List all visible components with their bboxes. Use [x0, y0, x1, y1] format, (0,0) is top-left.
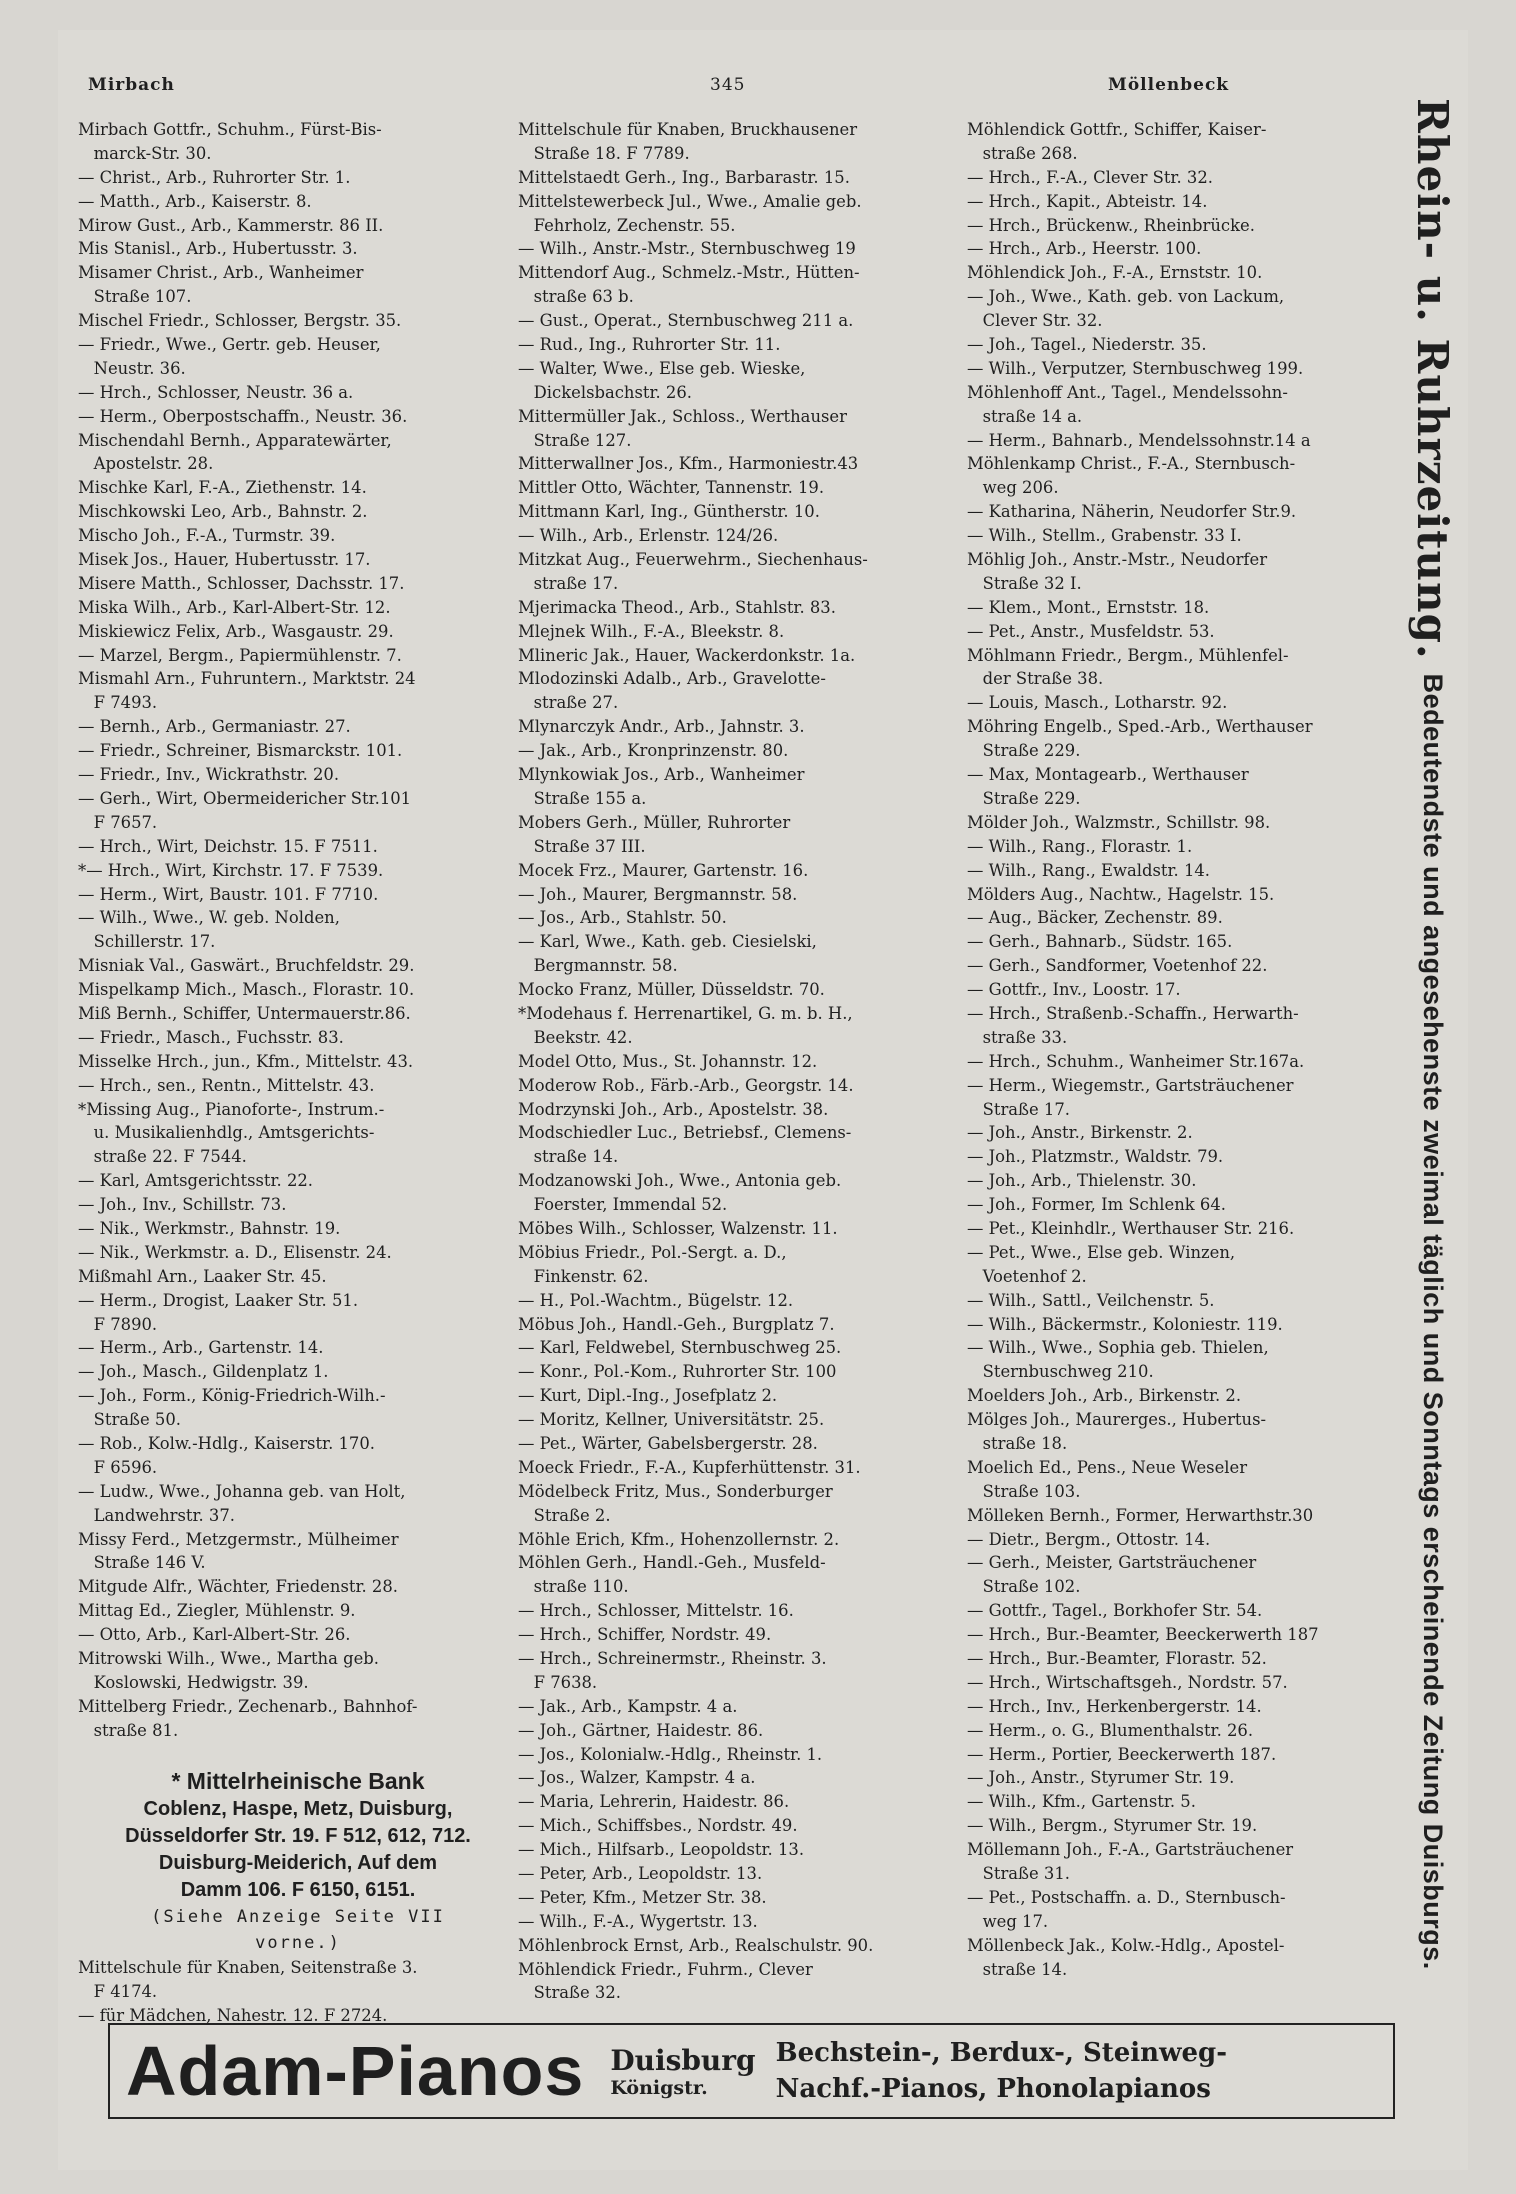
directory-entry-line: — Gust., Operat., Sternbuschweg 211 a. [518, 311, 854, 331]
piano-advert-title: Adam-Pianos [126, 2032, 585, 2110]
directory-entry-line: Mischendahl Bernh., Apparatewärter, [78, 430, 392, 450]
directory-entry-line: Möhlenhoff Ant., Tagel., Mendelssohn- [967, 382, 1288, 402]
directory-entry-line: — Herm., Drogist, Laaker Str. 51. [78, 1290, 359, 1310]
directory-entry-line: Misselke Hrch., jun., Kfm., Mittelstr. 43. [78, 1051, 414, 1071]
directory-entry-line: straße 17. [518, 573, 619, 593]
directory-entry-line: Mjerimacka Theod., Arb., Stahlstr. 83. [518, 597, 836, 617]
directory-entry-line: F 7890. [78, 1314, 158, 1334]
directory-entry-line: straße 14. [967, 1959, 1068, 1979]
directory-entry-line: Straße 155 a. [518, 788, 647, 808]
directory-entry-line: — Konr., Pol.-Kom., Ruhrorter Str. 100 [518, 1362, 837, 1382]
directory-entry-line: — Joh., Maurer, Bergmannstr. 58. [518, 884, 798, 904]
directory-entry-line: Modschiedler Luc., Betriebsf., Clemens- [518, 1123, 852, 1143]
directory-entry-line: — Joh., Wwe., Kath. geb. von Lackum, [967, 287, 1285, 307]
directory-entry-line: — Mich., Schiffsbes., Nordstr. 49. [518, 1816, 798, 1836]
directory-entry-line: Mittelschule für Knaben, Seitenstraße 3. [78, 1958, 418, 1978]
directory-entry-line: — Gerh., Sandformer, Voetenhof 22. [967, 956, 1268, 976]
directory-entry-line: straße 63 b. [518, 287, 634, 307]
directory-entry-line: — Pet., Kleinhdlr., Werthauser Str. 216. [967, 1218, 1295, 1238]
directory-entry-line: — Wilh., Arb., Erlenstr. 124/26. [518, 526, 779, 546]
directory-entry-line: Straße 107. [78, 287, 192, 307]
piano-advert-brands-2: Nachf.-Pianos, Phonolapianos [775, 2074, 1211, 2104]
directory-entry-line: *Modehaus f. Herrenartikel, G. m. b. H., [518, 1003, 853, 1023]
directory-entry-line: Mismahl Arn., Fuhruntern., Marktstr. 24 [78, 669, 416, 689]
directory-entry-line: — Wilh., Anstr.-Mstr., Sternbuschweg 19 [518, 239, 856, 259]
column-2 [518, 118, 963, 2005]
directory-entry-line: Bergmannstr. 58. [518, 956, 678, 976]
spacer [78, 1743, 518, 1767]
directory-entry-line: Moelders Joh., Arb., Birkenstr. 2. [967, 1386, 1242, 1406]
directory-entry-line: F 7657. [78, 812, 158, 832]
bank-advert-note: vorne.) [255, 1933, 341, 1954]
directory-entry-line: — Hrch., Bur.-Beamter, Florastr. 52. [967, 1649, 1267, 1668]
directory-entry-line: — Hrch., Schuhm., Wanheimer Str.167a. [967, 1051, 1305, 1071]
directory-entry-line: — Louis, Masch., Lotharstr. 92. [967, 693, 1228, 713]
directory-entry-line: Dickelsbachstr. 26. [518, 382, 692, 402]
side-advert-title: Rhein- u. Ruhrzeitung. [1408, 98, 1458, 660]
directory-entry-line: Mölleken Bernh., Former, Herwarthstr.30 [967, 1505, 1314, 1525]
directory-entry-line: — Marzel, Bergm., Papiermühlenstr. 7. [78, 645, 402, 665]
directory-entry-line: Mitterwallner Jos., Kfm., Harmoniestr.43 [518, 454, 859, 474]
directory-entry-line: Straße 31. [967, 1864, 1070, 1884]
directory-entry-line: Möllenbeck Jak., Kolw.-Hdlg., Apostel- [967, 1935, 1285, 1955]
directory-entry-line: F 4174. [78, 1982, 158, 2002]
directory-entry-line: Miska Wilh., Arb., Karl-Albert-Str. 12. [78, 597, 391, 617]
directory-entry-line: Möhlmann Friedr., Bergm., Mühlenfel- [967, 645, 1289, 665]
side-advert-band [1405, 98, 1461, 2088]
directory-entry-line: Mispelkamp Mich., Masch., Florastr. 10. [78, 980, 415, 1000]
directory-entry-line: Mittag Ed., Ziegler, Mühlenstr. 9. [78, 1601, 356, 1621]
directory-entry-line: Mirbach Gottfr., Schuhm., Fürst-Bis- [78, 120, 382, 139]
directory-entry-line: — Hrch., Brückenw., Rheinbrücke. [967, 215, 1255, 235]
directory-entry-line: Möbius Friedr., Pol.-Sergt. a. D., [518, 1242, 787, 1262]
directory-entry-line: — Nik., Werkmstr., Bahnstr. 19. [78, 1218, 341, 1238]
directory-entry-line: Möhlendick Gottfr., Schiffer, Kaiser- [967, 120, 1267, 139]
directory-entry-line: Möhlendick Friedr., Fuhrm., Clever [518, 1959, 813, 1979]
directory-entry-line: Straße 127. [518, 430, 632, 450]
directory-entry-line: — Pet., Anstr., Musfeldstr. 53. [967, 621, 1215, 641]
directory-entry-line: Mischel Friedr., Schlosser, Bergstr. 35. [78, 311, 402, 331]
directory-entry-line: weg 206. [967, 478, 1059, 498]
directory-entry-line: — Aug., Bäcker, Zechenstr. 89. [967, 908, 1223, 928]
side-advert-slogan: Bedeutendste und angesehenste zweimal täglich und Sonntags erscheinende Zeitung Duisburgs. [1418, 673, 1449, 1970]
directory-entry-line: — Peter, Kfm., Metzer Str. 38. [518, 1887, 767, 1907]
directory-entry-line: Mödelbeck Fritz, Mus., Sonderburger [518, 1481, 833, 1501]
directory-entry-line: — Gottfr., Inv., Loostr. 17. [967, 980, 1181, 1000]
directory-entry-line: — Klem., Mont., Ernststr. 18. [967, 597, 1210, 617]
directory-entry-line: — Joh., Tagel., Niederstr. 35. [967, 335, 1207, 355]
directory-entry-line: — Ludw., Wwe., Johanna geb. van Holt, [78, 1481, 406, 1501]
directory-entry-line: Mittelberg Friedr., Zechenarb., Bahnhof- [78, 1696, 418, 1716]
directory-entry-line: Möhring Engelb., Sped.-Arb., Werthauser [967, 717, 1313, 737]
directory-entry-line: Mittler Otto, Wächter, Tannenstr. 19. [518, 478, 825, 498]
directory-entry-line: straße 110. [518, 1577, 629, 1597]
directory-entry-line: — Joh., Inv., Schillstr. 73. [78, 1195, 287, 1215]
directory-entry-line: Mittelstaedt Gerh., Ing., Barbarastr. 15. [518, 167, 850, 187]
directory-entry-line: — Hrch., Kapit., Abteistr. 14. [967, 191, 1208, 211]
directory-entry-line: Miskiewicz Felix, Arb., Wasgaustr. 29. [78, 621, 394, 641]
directory-entry-line: Moderow Rob., Färb.-Arb., Georgstr. 14. [518, 1075, 854, 1095]
directory-entry-line: — für Mädchen, Nahestr. 12. F 2724. [78, 2006, 388, 2026]
directory-entry-line: — Herm., Wiegemstr., Gartsträuchener [967, 1075, 1294, 1095]
directory-entry-line: Mlejnek Wilh., F.-A., Bleekstr. 8. [518, 621, 785, 641]
directory-entry-line: — Pet., Wwe., Else geb. Winzen, [967, 1242, 1236, 1262]
directory-entry-line: — Herm., Arb., Gartenstr. 14. [78, 1338, 324, 1358]
directory-entry-line: Mocek Frz., Maurer, Gartenstr. 16. [518, 860, 809, 880]
directory-entry-line: — Walter, Wwe., Else geb. Wieske, [518, 358, 806, 378]
directory-entry-line: Mittermüller Jak., Schloss., Werthauser [518, 406, 847, 426]
directory-entry-line: — Katharina, Näherin, Neudorfer Str.9. [967, 502, 1297, 522]
directory-entry-line: Moelich Ed., Pens., Neue Weseler [967, 1457, 1248, 1477]
directory-entry-line: — Hrch., sen., Rentn., Mittelstr. 43. [78, 1075, 375, 1095]
directory-entry-line: Mitzkat Aug., Feuerwehrm., Siechenhaus- [518, 550, 868, 570]
directory-entry-line: Mlynkowiak Jos., Arb., Wanheimer [518, 765, 805, 785]
directory-entry-line: Mischke Karl, F.-A., Ziethenstr. 14. [78, 478, 367, 498]
directory-entry-line: Straße 146 V. [78, 1553, 206, 1573]
directory-entry-line: — Maria, Lehrerin, Haidestr. 86. [518, 1792, 790, 1812]
directory-entry-line: Mis Stanisl., Arb., Hubertusstr. 3. [78, 239, 358, 259]
directory-entry-line: — Joh., Masch., Gildenplatz 1. [78, 1362, 329, 1382]
directory-entry-line: Missy Ferd., Metzgermstr., Mülheimer [78, 1529, 399, 1549]
directory-entry-line: — Gerh., Meister, Gartsträuchener [967, 1553, 1257, 1573]
directory-entry-line: — Herm., Wirt, Baustr. 101. F 7710. [78, 884, 379, 904]
header-right: Möllenbeck [1108, 75, 1230, 95]
directory-entry-line: Misamer Christ., Arb., Wanheimer [78, 263, 364, 283]
directory-entry-line: Mölges Joh., Maurerges., Hubertus- [967, 1410, 1267, 1430]
directory-entry-line: Mitrowski Wilh., Wwe., Martha geb. [78, 1649, 379, 1668]
directory-entry-line: — Herm., o. G., Blumenthalstr. 26. [967, 1720, 1254, 1740]
directory-entry-line: Mlodozinski Adalb., Arb., Gravelotte- [518, 669, 826, 689]
directory-entry-line: — Hrch., Arb., Heerstr. 100. [967, 239, 1202, 259]
directory-entry-line: Mölders Aug., Nachtw., Hagelstr. 15. [967, 884, 1275, 904]
directory-entry-line: — Jos., Kolonialw.-Hdlg., Rheinstr. 1. [518, 1744, 823, 1764]
directory-entry-line: — Hrch., Straßenb.-Schaffn., Herwarth- [967, 1003, 1299, 1023]
directory-entry-line: — Hrch., Schlosser, Mittelstr. 16. [518, 1601, 794, 1621]
directory-entry-line: — Wilh., Verputzer, Sternbuschweg 199. [967, 358, 1304, 378]
directory-entry-line: Mittmann Karl, Ing., Güntherstr. 10. [518, 502, 820, 522]
directory-entry-line: Straße 17. [967, 1099, 1070, 1119]
directory-entry-line: Beekstr. 42. [518, 1027, 633, 1047]
directory-entry-line: Straße 103. [967, 1481, 1081, 1501]
directory-entry-line: — Joh., Gärtner, Haidestr. 86. [518, 1720, 764, 1740]
directory-entry-line: Koslowski, Hedwigstr. 39. [78, 1672, 309, 1692]
header-left: Mirbach [88, 75, 175, 95]
directory-entry-line: — Karl, Amtsgerichtsstr. 22. [78, 1171, 314, 1191]
directory-entry-line: — Dietr., Bergm., Ottostr. 14. [967, 1529, 1211, 1549]
directory-entry-line: — Hrch., Inv., Herkenbergerstr. 14. [967, 1696, 1262, 1716]
directory-entry-line: Möhlendick Joh., F.-A., Ernststr. 10. [967, 263, 1263, 283]
directory-entry-line: Mißmahl Arn., Laaker Str. 45. [78, 1266, 327, 1286]
directory-entry-line: — Joh., Platzmstr., Waldstr. 79. [967, 1147, 1224, 1167]
directory-entry-line: — Hrch., Schreinermstr., Rheinstr. 3. [518, 1649, 827, 1668]
directory-entry-line: Finkenstr. 62. [518, 1266, 649, 1286]
directory-entry-line: — Mich., Hilfsarb., Leopoldstr. 13. [518, 1840, 805, 1860]
directory-entry-line: — Hrch., Wirt, Deichstr. 15. F 7511. [78, 836, 378, 856]
directory-entry-line: Neustr. 36. [78, 358, 186, 378]
directory-entry-line: — Gerh., Bahnarb., Südstr. 165. [967, 932, 1233, 952]
directory-entry-line: — Hrch., Bur.-Beamter, Beeckerwerth 187 [967, 1625, 1319, 1645]
directory-entry-line: Straße 102. [967, 1577, 1081, 1597]
directory-entry-line: — Wilh., F.-A., Wygertstr. 13. [518, 1911, 758, 1931]
directory-entry-line: — H., Pol.-Wachtm., Bügelstr. 12. [518, 1290, 794, 1310]
directory-entry-line: *— Hrch., Wirt, Kirchstr. 17. F 7539. [78, 860, 384, 880]
directory-entry-line: Straße 32. [518, 1983, 621, 2003]
directory-entry-line: Straße 37 III. [518, 836, 646, 856]
bank-advert-line: Duisburg-Meiderich, Auf dem [158, 1852, 438, 1875]
directory-entry-line: — Wilh., Bäckermstr., Koloniestr. 119. [967, 1314, 1283, 1334]
directory-entry-line: — Wilh., Rang., Ewaldstr. 14. [967, 860, 1211, 880]
directory-entry-line: Möllemann Joh., F.-A., Gartsträuchener [967, 1840, 1294, 1860]
directory-entry-line: Modzanowski Joh., Wwe., Antonia geb. [518, 1171, 842, 1191]
piano-advert-brands-1: Bechstein-, Berdux-, Steinweg- [775, 2038, 1227, 2068]
directory-entry-line: — Jak., Arb., Kampstr. 4 a. [518, 1696, 738, 1716]
directory-entry-line: der Straße 38. [967, 669, 1104, 689]
directory-entry-line: Clever Str. 32. [967, 311, 1103, 331]
column-1 [78, 118, 518, 2028]
directory-entry-line: — Wilh., Bergm., Styrumer Str. 19. [967, 1816, 1258, 1836]
directory-entry-line: Misek Jos., Hauer, Hubertusstr. 17. [78, 550, 371, 570]
directory-entry-line: straße 14 a. [967, 406, 1083, 426]
directory-entry-line: u. Musikalienhdlg., Amtsgerichts- [78, 1123, 375, 1143]
directory-entry-line: Model Otto, Mus., St. Johannstr. 12. [518, 1051, 818, 1071]
directory-entry-line: Voetenhof 2. [967, 1266, 1087, 1286]
directory-entry-line: Mittelstewerbeck Jul., Wwe., Amalie geb. [518, 191, 862, 211]
directory-entry-line: Mobers Gerh., Müller, Ruhrorter [518, 812, 791, 832]
directory-entry-line: — Max, Montagearb., Werthauser [967, 765, 1249, 785]
directory-entry-line: — Hrch., Schlosser, Neustr. 36 a. [78, 382, 354, 402]
directory-entry-line: Mlynarczyk Andr., Arb., Jahnstr. 3. [518, 717, 805, 737]
directory-entry-line: — Friedr., Masch., Fuchsstr. 83. [78, 1027, 344, 1047]
directory-entry-line: — Friedr., Wwe., Gertr. geb. Heuser, [78, 335, 381, 355]
directory-entry-line: *Missing Aug., Pianoforte-, Instrum.- [78, 1099, 385, 1119]
directory-entry-line: straße 268. [967, 143, 1078, 163]
directory-entry-line: — Hrch., Schiffer, Nordstr. 49. [518, 1625, 772, 1645]
directory-entry-line: — Joh., Arb., Thielenstr. 30. [967, 1171, 1197, 1191]
directory-entry-line: — Herm., Bahnarb., Mendelssohnstr.14 a [967, 430, 1311, 450]
directory-entry-line: Mirow Gust., Arb., Kammerstr. 86 II. [78, 215, 384, 235]
piano-advert-street: Königstr. [610, 2076, 708, 2099]
directory-entry-line: — Karl, Feldwebel, Sternbuschweg 25. [518, 1338, 842, 1358]
directory-entry-line: Misere Matth., Schlosser, Dachsstr. 17. [78, 573, 405, 593]
directory-entry-line: Schillerstr. 17. [78, 932, 216, 952]
directory-entry-line: — Pet., Wärter, Gabelsbergerstr. 28. [518, 1433, 818, 1453]
directory-entry-line: — Hrch., Wirtschaftsgeh., Nordstr. 57. [967, 1672, 1288, 1692]
directory-entry-line: — Karl, Wwe., Kath. geb. Ciesielski, [518, 932, 817, 952]
directory-entry-line: Möhlenkamp Christ., F.-A., Sternbusch- [967, 454, 1296, 474]
directory-entry-line: — Wilh., Wwe., Sophia geb. Thielen, [967, 1338, 1269, 1358]
directory-entry-line: — Herm., Oberpostschaffn., Neustr. 36. [78, 406, 408, 426]
directory-entry-line: — Jak., Arb., Kronprinzenstr. 80. [518, 741, 789, 761]
directory-entry-line: Mittelschule für Knaben, Bruckhausener [518, 120, 858, 139]
directory-entry-line: straße 18. [967, 1433, 1068, 1453]
directory-entry-line: F 6596. [78, 1457, 158, 1477]
directory-entry-line: Straße 229. [967, 741, 1081, 761]
directory-entry-line: — Peter, Arb., Leopoldstr. 13. [518, 1864, 763, 1884]
directory-entry-line: Möhlenbrock Ernst, Arb., Realschulstr. 90. [518, 1935, 874, 1955]
directory-entry-line: — Gottfr., Tagel., Borkhofer Str. 54. [967, 1601, 1263, 1621]
piano-advert [108, 2023, 1395, 2119]
piano-advert-city: Duisburg [610, 2043, 756, 2077]
directory-entry-line: F 7638. [518, 1672, 598, 1692]
directory-entry-line: — Joh., Anstr., Birkenstr. 2. [967, 1123, 1193, 1143]
directory-entry-line: Möhle Erich, Kfm., Hohenzollernstr. 2. [518, 1529, 840, 1549]
directory-entry-line: Sternbuschweg 210. [967, 1362, 1154, 1382]
directory-entry-line: Möbus Joh., Handl.-Geh., Burgplatz 7. [518, 1314, 835, 1334]
directory-entry-line: Mischo Joh., F.-A., Turmstr. 39. [78, 526, 336, 546]
directory-entry-line: Landwehrstr. 37. [78, 1505, 235, 1525]
directory-entry-line: Straße 229. [967, 788, 1081, 808]
directory-entry-line: — Wilh., Wwe., W. geb. Nolden, [78, 908, 340, 928]
bank-advert-line: Damm 106. F 6150, 6151. [180, 1879, 416, 1902]
directory-entry-line: Mlineric Jak., Hauer, Wackerdonkstr. 1a. [518, 645, 856, 665]
directory-entry-line: — Joh., Form., König-Friedrich-Wilh.- [78, 1386, 386, 1406]
directory-entry-line: — Joh., Anstr., Styrumer Str. 19. [967, 1768, 1235, 1788]
directory-entry-line: Straße 32 I. [967, 573, 1082, 593]
directory-entry-line: — Otto, Arb., Karl-Albert-Str. 26. [78, 1625, 351, 1645]
directory-entry-line: Modrzynski Joh., Arb., Apostelstr. 38. [518, 1099, 829, 1119]
directory-entry-line: marck-Str. 30. [78, 143, 212, 163]
directory-entry-line: Straße 18. F 7789. [518, 143, 690, 163]
directory-entry-line: Mitgude Alfr., Wächter, Friedenstr. 28. [78, 1577, 398, 1597]
directory-entry-line: Möbes Wilh., Schlosser, Walzenstr. 11. [518, 1218, 838, 1238]
directory-entry-line: Fehrholz, Zechenstr. 55. [518, 215, 736, 235]
directory-entry-line: — Herm., Portier, Beeckerwerth 187. [967, 1744, 1277, 1764]
directory-entry-line: straße 81. [78, 1720, 179, 1740]
directory-entry-line: — Kurt, Dipl.-Ing., Josefplatz 2. [518, 1386, 778, 1406]
directory-entry-line: — Hrch., F.-A., Clever Str. 32. [967, 167, 1213, 187]
directory-entry-line: — Christ., Arb., Ruhrorter Str. 1. [78, 167, 351, 187]
directory-entry-line: — Wilh., Sattl., Veilchenstr. 5. [967, 1290, 1215, 1310]
directory-entry-line: — Jos., Walzer, Kampstr. 4 a. [518, 1768, 756, 1788]
directory-entry-line: Mischkowski Leo, Arb., Bahnstr. 2. [78, 502, 368, 522]
directory-entry-line: — Bernh., Arb., Germaniastr. 27. [78, 717, 351, 737]
column-3 [967, 118, 1407, 1981]
directory-entry-line: — Nik., Werkmstr. a. D., Elisenstr. 24. [78, 1242, 392, 1262]
directory-entry-line: — Rob., Kolw.-Hdlg., Kaiserstr. 170. [78, 1433, 375, 1453]
directory-entry-line: F 7493. [78, 693, 158, 713]
directory-entry-line: — Friedr., Inv., Wickrathstr. 20. [78, 765, 340, 785]
directory-entry-line: Straße 2. [518, 1505, 611, 1525]
directory-entry-line: — Friedr., Schreiner, Bismarckstr. 101. [78, 741, 403, 761]
directory-entry-line: — Wilh., Kfm., Gartenstr. 5. [967, 1792, 1196, 1812]
directory-entry-line: — Wilh., Rang., Florastr. 1. [967, 836, 1193, 856]
directory-entry-line: Mittendorf Aug., Schmelz.-Mstr., Hütten- [518, 263, 860, 283]
directory-entry-line: straße 22. F 7544. [78, 1147, 247, 1167]
bank-advert-note: (Siehe Anzeige Seite VII [151, 1907, 445, 1928]
directory-entry-line: Möhlig Joh., Anstr.-Mstr., Neudorfer [967, 550, 1268, 570]
directory-entry-line: Misniak Val., Gaswärt., Bruchfeldstr. 29. [78, 956, 415, 976]
directory-entry-line: — Matth., Arb., Kaiserstr. 8. [78, 191, 312, 211]
directory-entry-line: Möhlen Gerh., Handl.-Geh., Musfeld- [518, 1553, 826, 1573]
directory-entry-line: Miß Bernh., Schiffer, Untermauerstr.86. [78, 1003, 411, 1023]
directory-entry-line: — Joh., Former, Im Schlenk 64. [967, 1195, 1226, 1215]
directory-entry-line: Straße 50. [78, 1410, 181, 1430]
directory-entry-line: straße 14. [518, 1147, 619, 1167]
directory-entry-line: Apostelstr. 28. [78, 454, 214, 474]
directory-entry-line: — Gerh., Wirt, Obermeidericher Str.101 [78, 788, 412, 808]
directory-entry-line: — Rud., Ing., Ruhrorter Str. 11. [518, 335, 781, 355]
bank-advert-title: * Mittelrheinische Bank [171, 1768, 425, 1795]
directory-entry-line: Mölder Joh., Walzmstr., Schillstr. 98. [967, 812, 1271, 832]
directory-entry-line: straße 33. [967, 1027, 1068, 1047]
directory-entry-line: weg 17. [967, 1911, 1049, 1931]
directory-entry-line: — Pet., Postschaffn. a. D., Sternbusch- [967, 1887, 1286, 1907]
directory-entry-line: — Jos., Arb., Stahlstr. 50. [518, 908, 727, 928]
directory-entry-line: — Moritz, Kellner, Universitätstr. 25. [518, 1410, 825, 1430]
bank-advert-line: Düsseldorfer Str. 19. F 512, 612, 712. [125, 1825, 471, 1848]
directory-entry-line: Foerster, Immendal 52. [518, 1195, 728, 1215]
page-number: 345 [710, 75, 746, 95]
directory-entry-line: — Wilh., Stellm., Grabenstr. 33 I. [967, 526, 1242, 546]
directory-entry-line: Mocko Franz, Müller, Düsseldstr. 70. [518, 980, 825, 1000]
directory-entry-line: Moeck Friedr., F.-A., Kupferhüttenstr. 31. [518, 1457, 861, 1477]
bank-advert-line: Coblenz, Haspe, Metz, Duisburg, [143, 1798, 453, 1821]
directory-entry-line: straße 27. [518, 693, 619, 713]
